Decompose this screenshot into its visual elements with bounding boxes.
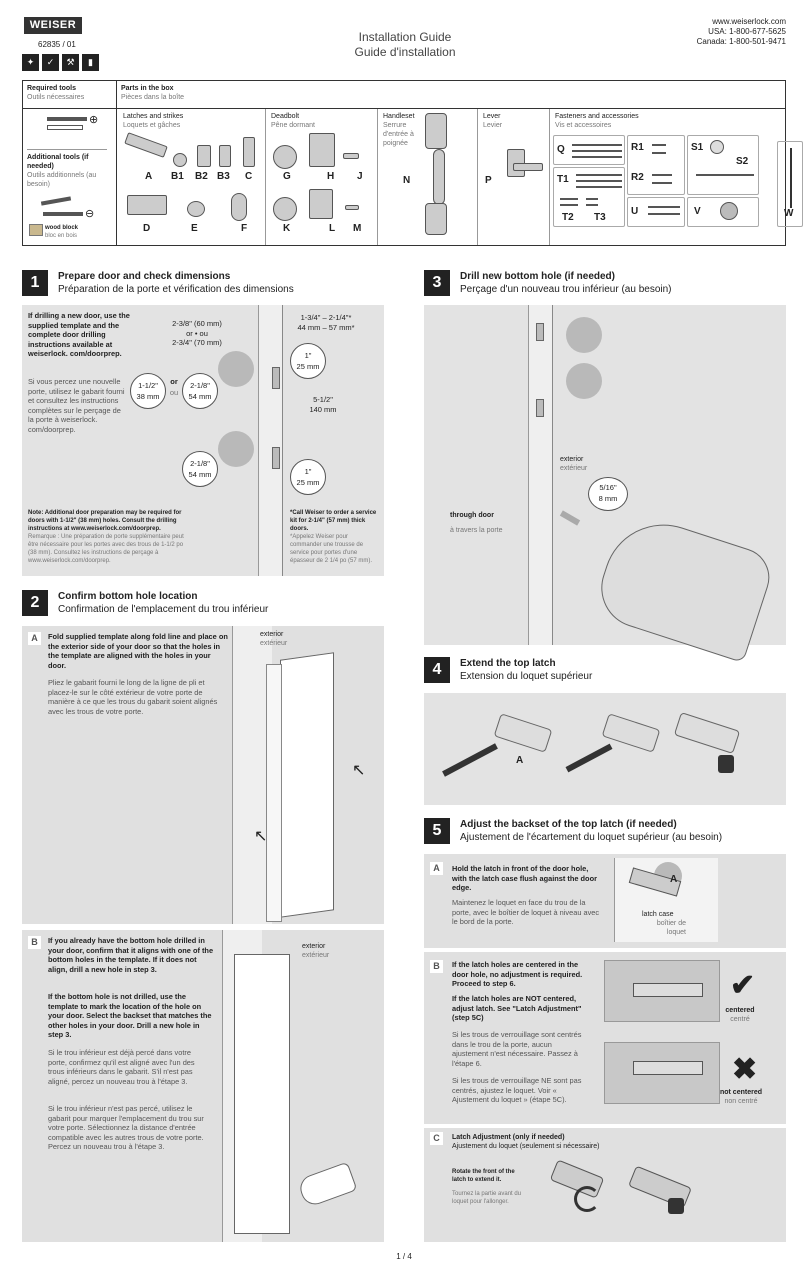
step2a-letter: A bbox=[28, 632, 41, 645]
step4-title-en: Extend the top latch bbox=[460, 658, 556, 669]
thickness-in: 1-3/4" – 2-1/4"* bbox=[300, 313, 352, 322]
spacing-in: 5-1/2" bbox=[313, 395, 333, 404]
group-w bbox=[777, 141, 803, 227]
label-h: H bbox=[327, 171, 335, 182]
phone-canada: Canada: 1-800-501-9471 bbox=[696, 37, 786, 46]
label-j: J bbox=[357, 171, 363, 182]
handleset-column bbox=[377, 109, 477, 245]
step2b-en1: If you already have the bottom hole drilled in your door, confirm that it aligns with one of the bottom holes in the template. If it does not align, drill a new hole in step 3. bbox=[48, 936, 214, 974]
lever-column bbox=[477, 109, 549, 245]
step4-panel bbox=[424, 693, 786, 805]
centered-photo bbox=[604, 960, 720, 1022]
step4-number: 4 bbox=[424, 657, 450, 683]
step3-title-fr: Perçage d'un nouveau trou inférieur (au besoin) bbox=[460, 284, 672, 295]
flat-screwdriver-icon bbox=[43, 212, 83, 216]
template-paper bbox=[280, 652, 334, 918]
deadbolt-column bbox=[265, 109, 377, 245]
lever-handle bbox=[513, 163, 543, 171]
part-g bbox=[273, 145, 297, 169]
bit-in: 5/16" bbox=[599, 483, 617, 492]
step2b-letter: B bbox=[28, 936, 41, 949]
door-3 bbox=[528, 305, 552, 645]
edge2mm: 25 mm bbox=[296, 478, 320, 487]
group-r bbox=[627, 135, 685, 195]
step5b-en2: If the latch holes are NOT centered, adjust latch. See "Latch Adjustment" (step 5C) bbox=[452, 994, 582, 1023]
part-m bbox=[345, 205, 359, 210]
step5c-fr: Tournez la partie avant du loquet pour l'allonger. bbox=[452, 1191, 522, 1205]
key-icon bbox=[343, 153, 359, 159]
label-w: W bbox=[784, 208, 794, 219]
step5-title-fr: Ajustement de l'écartement du loquet supérieur (au besoin) bbox=[460, 832, 723, 843]
spacing-dim bbox=[298, 395, 348, 414]
step3-exterior-en: exterior bbox=[560, 456, 584, 463]
step3-panel bbox=[424, 305, 786, 645]
minus-icon: ⊖ bbox=[85, 208, 95, 220]
step2a-fr: Pliez le gabarit fourni le long de la ligne de pli et placez-le sur le côté extérieur de votre porte de manière à ce que les trous du gabarit soient alignés avec les trous de votre porte. bbox=[48, 678, 218, 716]
latches-fr: Loquets et gâches bbox=[123, 122, 181, 129]
arrow-icon: ↖ bbox=[352, 762, 366, 779]
hole-3-top bbox=[566, 317, 602, 353]
label-d: D bbox=[143, 223, 151, 234]
part-d bbox=[127, 195, 167, 215]
parts-header bbox=[117, 81, 785, 109]
step1-heading bbox=[58, 270, 294, 296]
step1-note-en: Note: Additional door preparation may be required for doors with 1-1/2" (38 mm) holes. Consult the drilling instructions at www.weiserlock.com/doorprep. bbox=[28, 510, 182, 532]
label-t3: T3 bbox=[594, 212, 606, 223]
label-s2: S2 bbox=[736, 156, 749, 167]
step2b-panel bbox=[22, 930, 384, 1242]
label-c: C bbox=[245, 171, 253, 182]
step3-number: 3 bbox=[424, 270, 450, 296]
check-icon: ✓ bbox=[42, 54, 59, 71]
part-h bbox=[309, 133, 335, 167]
step5-heading bbox=[460, 818, 722, 844]
centered-en: centered bbox=[725, 1007, 755, 1014]
latches-en: Latches and strikes bbox=[123, 113, 184, 120]
step1-panel bbox=[22, 305, 384, 576]
backset-70: 2-3/4" (70 mm) bbox=[172, 338, 222, 347]
thickness-mm: 44 mm – 57 mm* bbox=[297, 322, 355, 332]
step5c-title-fr: Ajustement du loquet (seulement si nécessaire) bbox=[452, 1143, 600, 1150]
fasteners-en: Fasteners and accessories bbox=[555, 113, 639, 120]
step3-heading bbox=[460, 270, 672, 296]
latch-case-en: latch case bbox=[642, 911, 674, 918]
step4-label-a: A bbox=[516, 755, 524, 766]
step2b-en2: If the bottom hole is not drilled, use the template to mark the location of the hole on your door. Select the backset that matches the other holes in your door. Drill a new hole in step 3. bbox=[48, 992, 212, 1040]
hammer-icon bbox=[41, 196, 71, 205]
label-a: A bbox=[145, 171, 153, 182]
step4-heading bbox=[460, 657, 592, 683]
d3mm: 54 mm bbox=[188, 470, 212, 479]
step5b-fr2: Si les trous de verrouillage NE sont pas centrés, ajustez le loquet. Voir « Ajustement du loquet » (étape 5C). bbox=[452, 1076, 582, 1105]
deadbolt-fr: Pêne dormant bbox=[271, 122, 315, 129]
title-en: Installation Guide bbox=[358, 30, 452, 44]
lever-fr: Levier bbox=[483, 122, 503, 129]
label-t2: T2 bbox=[562, 212, 574, 223]
step2b-exterior-en: exterior bbox=[302, 943, 326, 950]
contact-info bbox=[697, 17, 786, 47]
d3: 2-1/8" bbox=[190, 459, 210, 468]
part-e bbox=[187, 201, 205, 217]
label-b2: B2 bbox=[195, 171, 208, 182]
d2mm: 54 mm bbox=[188, 392, 212, 401]
page-title bbox=[320, 30, 490, 60]
tape-measure-icon bbox=[47, 125, 83, 130]
step5c-panel bbox=[424, 1128, 786, 1242]
label-m: M bbox=[353, 223, 362, 234]
not-centered-fr: non centré bbox=[724, 1098, 758, 1105]
label-n: N bbox=[403, 175, 411, 186]
step3-exterior-fr: extérieur bbox=[560, 465, 588, 472]
ou-fr: ou bbox=[169, 388, 179, 397]
step5a-panel bbox=[424, 854, 786, 948]
step5a-label-a: A bbox=[670, 874, 678, 885]
handle-bottom-plate bbox=[425, 203, 447, 235]
label-v: V bbox=[694, 206, 701, 217]
lever-en: Lever bbox=[483, 113, 501, 120]
drill-bit bbox=[560, 510, 580, 525]
handleset-fr: Serrure d'entrée à poignée bbox=[383, 122, 414, 147]
dim-circle-edge-2 bbox=[290, 459, 326, 495]
step5a-letter: A bbox=[430, 862, 443, 875]
latches-column bbox=[117, 109, 265, 245]
parts-en: Parts in the box bbox=[121, 85, 174, 92]
brand-logo: WEISER bbox=[24, 17, 82, 34]
latch-part-a bbox=[124, 132, 168, 158]
page-number: 1 / 4 bbox=[396, 1252, 412, 1261]
step2a-panel bbox=[22, 626, 384, 924]
label-g: G bbox=[283, 171, 291, 182]
or-en: or bbox=[170, 377, 178, 386]
label-r2: R2 bbox=[631, 172, 644, 183]
not-centered-photo bbox=[604, 1042, 720, 1104]
website: www.weiserlock.com bbox=[712, 17, 786, 26]
step1-call-en: *Call Weiser to order a service kit for 2-1/4" (57 mm) thick doors. bbox=[290, 510, 377, 532]
drill-icon: ⚒ bbox=[62, 54, 79, 71]
latch-5c-bolt bbox=[668, 1198, 684, 1214]
dim-circle-edge bbox=[290, 343, 326, 379]
dim-circle-3 bbox=[182, 451, 218, 487]
checkmark-icon: ✔ bbox=[730, 969, 756, 1002]
step2b-fr2: Si le trou inférieur n'est pas percé, utilisez le gabarit pour marquer l'emplacement du trou sur votre porte. Sélectionnez la distance d'entrée compatible avec les autres trous de votre porte. Percez un nouveau trou à l'étape 3. bbox=[48, 1104, 204, 1152]
hole-3-mid bbox=[566, 363, 602, 399]
drill-icon bbox=[591, 509, 777, 663]
step5b-en1: If the latch holes are centered in the door hole, no adjustment is required. Proceed to step 6. bbox=[452, 960, 583, 989]
screwdriver-2 bbox=[566, 744, 613, 773]
screwdriver-icon bbox=[47, 117, 87, 121]
required-tools-fr: Outils nécessaires bbox=[27, 94, 85, 101]
step2-heading bbox=[58, 590, 268, 616]
fasteners-column bbox=[549, 109, 794, 245]
step1-intro-en: If drilling a new door, use the supplied template and the complete door drilling instructions available at weiserlock. com/doorprep. bbox=[28, 311, 130, 359]
step1-number: 1 bbox=[22, 270, 48, 296]
edgemm: 25 mm bbox=[296, 362, 320, 371]
step2-title-fr: Confirmation de l'emplacement du trou inférieur bbox=[58, 604, 269, 615]
part-c bbox=[243, 137, 255, 167]
x-mark-icon: ✖ bbox=[732, 1053, 758, 1086]
step5a-en: Hold the latch in front of the door hole, with the latch case flush against the door edge. bbox=[452, 864, 597, 893]
tool-icon-row bbox=[22, 54, 99, 71]
dim-circle-2 bbox=[182, 373, 218, 409]
template-fold bbox=[266, 664, 282, 922]
fasteners-fr: Vis et accessoires bbox=[555, 122, 612, 129]
step5b-panel bbox=[424, 952, 786, 1124]
label-f: F bbox=[241, 223, 248, 234]
label-l: L bbox=[329, 223, 336, 234]
d1mm: 38 mm bbox=[136, 392, 160, 401]
handle-top-plate bbox=[425, 113, 447, 149]
step5-title-en: Adjust the backset of the top latch (if needed) bbox=[460, 819, 677, 830]
parts-box bbox=[22, 80, 794, 246]
step5c-en: Rotate the front of the latch to extend it. bbox=[452, 1169, 515, 1183]
backset-or: or • ou bbox=[186, 328, 208, 338]
deadbolt-en: Deadbolt bbox=[271, 113, 300, 120]
handleset-en: Handleset bbox=[383, 113, 415, 120]
backset-dim bbox=[154, 319, 240, 348]
step1-title-en: Prepare door and check dimensions bbox=[58, 271, 231, 282]
edge: 1" bbox=[304, 351, 312, 360]
step2a-en: Fold supplied template along fold line and place on the exterior side of your door so that the holes in the template are aligned with the holes in your door. bbox=[48, 632, 228, 670]
parts-fr: Pièces dans la boîte bbox=[121, 94, 185, 101]
group-s bbox=[687, 135, 759, 195]
step5b-letter: B bbox=[430, 960, 443, 973]
bit-size-circle bbox=[588, 477, 628, 511]
step4-title-fr: Extension du loquet supérieur bbox=[460, 671, 593, 682]
latch-1 bbox=[494, 713, 553, 753]
step2a-exterior-fr: extérieur bbox=[260, 640, 288, 647]
thickness-dim bbox=[286, 313, 366, 332]
group-v bbox=[687, 197, 759, 227]
label-s1: S1 bbox=[691, 142, 704, 153]
rotate-arrow-icon bbox=[574, 1186, 600, 1212]
part-b1 bbox=[173, 153, 187, 167]
part-b3 bbox=[219, 145, 231, 167]
phillips-icon: ⊕ bbox=[89, 114, 99, 126]
phone-usa: USA: 1-800-677-5625 bbox=[708, 27, 786, 36]
screwdriver-1 bbox=[442, 743, 498, 776]
tools-column bbox=[23, 109, 117, 245]
additional-tools-fr: Outils additionnels (au besoin) bbox=[27, 172, 97, 188]
latch-case-fr: boîtier de loquet bbox=[656, 920, 686, 936]
hand-icon bbox=[296, 1162, 357, 1209]
edge2: 1" bbox=[304, 467, 312, 476]
handle-grip bbox=[433, 149, 445, 205]
wood-block-fr: bloc en bois bbox=[45, 233, 78, 239]
step1-note-fr: Remarque : Une préparation de porte supplémentaire peut être nécessaire pour les portes avec des trous de 1-1/2 po (38 mm). Consultez les instructions de perçage à www.weiserlock.com/doorprep. bbox=[28, 534, 184, 564]
step5-number: 5 bbox=[424, 818, 450, 844]
label-r1: R1 bbox=[631, 142, 644, 153]
group-q bbox=[553, 135, 625, 165]
label-b3: B3 bbox=[217, 171, 230, 182]
arrow-icon-2: ↖ bbox=[254, 828, 268, 845]
step2-title-en: Confirm bottom hole location bbox=[58, 591, 198, 602]
bit-mm: 8 mm bbox=[598, 494, 618, 503]
template-2b bbox=[234, 954, 290, 1234]
required-tools-en: Required tools bbox=[27, 85, 77, 92]
part-l bbox=[309, 189, 333, 219]
top-hole bbox=[218, 351, 254, 387]
part-k bbox=[273, 197, 297, 221]
step2b-fr1: Si le trou inférieur est déjà percé dans votre porte, confirmez qu'il est aligné avec l'un des trous inférieurs dans le gabarit. S'il n'est pas aligné, percez un nouveau trou à l'étape 3. bbox=[48, 1048, 195, 1086]
label-b1: B1 bbox=[171, 171, 184, 182]
step1-call-fr: *Appelez Weiser pour commander une trousse de service pour portes d'une épasseur de 2 1/4 po (57 mm). bbox=[290, 534, 373, 564]
group-u bbox=[627, 197, 685, 227]
step1-intro-fr: Si vous percez une nouvelle porte, utilisez le gabarit fourni et consultez les instructions complètes sur le perçage de la porte à weiserlock. com/doorprep. bbox=[28, 377, 125, 434]
door-edge bbox=[258, 305, 282, 576]
additional-tools-en: Additional tools (if needed) bbox=[27, 154, 89, 170]
group-t bbox=[553, 167, 625, 227]
spacing-mm: 140 mm bbox=[309, 404, 337, 414]
wood-block-en: wood block bbox=[45, 225, 78, 231]
d2: 2-1/8" bbox=[190, 381, 210, 390]
not-centered-en: not centered bbox=[719, 1089, 762, 1096]
step5c-letter: C bbox=[430, 1132, 443, 1145]
bottom-hole bbox=[218, 431, 254, 467]
label-t1: T1 bbox=[557, 174, 569, 185]
step2b-exterior-fr: extérieur bbox=[302, 952, 330, 959]
latch-bolt bbox=[718, 755, 734, 773]
backset-60: 2-3/8" (60 mm) bbox=[172, 319, 222, 328]
person-icon: ✦ bbox=[22, 54, 39, 71]
step5c-title-en: Latch Adjustment (only if needed) bbox=[452, 1134, 565, 1141]
part-f bbox=[231, 193, 247, 221]
d1: 1-1/2" bbox=[138, 381, 158, 390]
label-k: K bbox=[283, 223, 291, 234]
step3-title-en: Drill new bottom hole (if needed) bbox=[460, 271, 615, 282]
part-b2 bbox=[197, 145, 211, 167]
label-u: U bbox=[631, 206, 639, 217]
title-fr: Guide d'installation bbox=[354, 45, 456, 59]
step1-title-fr: Préparation de la porte et vérification des dimensions bbox=[58, 284, 294, 295]
step2-number: 2 bbox=[22, 590, 48, 616]
label-e: E bbox=[191, 223, 198, 234]
dim-circle-1 bbox=[130, 373, 166, 409]
label-q: Q bbox=[557, 144, 565, 155]
step3-through-fr: à travers la porte bbox=[450, 527, 503, 534]
required-tools-header bbox=[23, 81, 117, 109]
step3-through-en: through door bbox=[450, 512, 494, 519]
label-p: P bbox=[485, 175, 492, 186]
wood-block-icon bbox=[29, 224, 43, 236]
step2a-exterior-en: exterior bbox=[260, 631, 284, 638]
step5b-fr1: Si les trous de verrouillage sont centrés dans le trou de la porte, aucun ajustement n'est nécessaire. Passez à l'étape 6. bbox=[452, 1030, 582, 1068]
doc-number: 62835 / 01 bbox=[38, 40, 76, 49]
latch-3 bbox=[674, 712, 740, 754]
step5a-fr: Maintenez le loquet en face du trou de la porte, avec le boîtier de loquet à niveau avec le bord de la porte. bbox=[452, 898, 600, 927]
centered-fr: centré bbox=[730, 1016, 750, 1023]
door-icon: ▮ bbox=[82, 54, 99, 71]
